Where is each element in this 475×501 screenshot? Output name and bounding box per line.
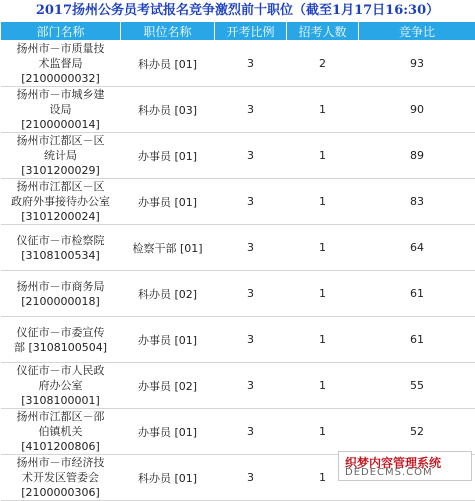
competition-table: [0, 21, 475, 501]
count-cell: 1: [287, 317, 359, 363]
table-row: [1, 133, 475, 179]
position-cell: 科办员 [01]: [121, 455, 215, 501]
dept-cell: 仪征市－市委宣传 部 [3108100504]: [1, 317, 121, 363]
competition-cell: 90: [359, 87, 475, 133]
watermark-domain: DEDECMS.COM: [345, 467, 433, 478]
table-header-row: [1, 22, 475, 41]
count-cell: 1: [287, 271, 359, 317]
ratio-cell: 3: [215, 455, 287, 501]
table-row: [1, 87, 475, 133]
table-row: [1, 409, 475, 455]
watermark-badge: [338, 451, 472, 481]
count-cell: 1: [287, 225, 359, 271]
dept-cell: 扬州市－市质量技 术监督局 [2100000032]: [1, 41, 121, 87]
competition-cell: 52: [359, 409, 475, 455]
dept-cell: 扬州市江都区－邵 伯镇机关 [4101200806]: [1, 409, 121, 455]
ratio-cell: 3: [215, 271, 287, 317]
dept-cell: 仪征市－市检察院 [3108100534]: [1, 225, 121, 271]
count-cell: 1: [287, 409, 359, 455]
position-cell: 办事员 [01]: [121, 133, 215, 179]
ratio-cell: 3: [215, 87, 287, 133]
column-header-position: 职位名称: [121, 22, 215, 41]
count-cell: 1: [287, 133, 359, 179]
page-title: 2017扬州公务员考试报名竞争激烈前十职位（截至1月17日16:30）: [0, 0, 475, 21]
dept-cell: 扬州市－市经济技 术开发区管委会 [2100000306]: [1, 455, 121, 501]
count-cell: 1: [287, 455, 359, 501]
count-cell: 1: [287, 363, 359, 409]
position-cell: 办事员 [02]: [121, 363, 215, 409]
ratio-cell: 3: [215, 363, 287, 409]
competition-cell: 55: [359, 363, 475, 409]
table-row: [1, 317, 475, 363]
competition-cell: 61: [359, 317, 475, 363]
position-cell: 科办员 [02]: [121, 271, 215, 317]
competition-cell: 83: [359, 179, 475, 225]
competition-cell: 64: [359, 225, 475, 271]
column-header-dept: 部门名称: [1, 22, 121, 41]
table-row: [1, 41, 475, 87]
position-cell: 检察干部 [01]: [121, 225, 215, 271]
ratio-cell: 3: [215, 41, 287, 87]
count-cell: 1: [287, 179, 359, 225]
dept-cell: 扬州市江都区－区 政府外事接待办公室 [3101200024]: [1, 179, 121, 225]
dept-cell: 扬州市江都区－区 统计局 [3101200029]: [1, 133, 121, 179]
position-cell: 科办员 [03]: [121, 87, 215, 133]
column-header-count: 招考人数: [287, 22, 359, 41]
table-row: [1, 363, 475, 409]
competition-cell: 89: [359, 133, 475, 179]
watermark-title: 织梦内容管理系统: [345, 454, 441, 471]
ratio-cell: 3: [215, 133, 287, 179]
table-row: [1, 225, 475, 271]
ratio-cell: 3: [215, 179, 287, 225]
dept-cell: 扬州市－市商务局 [2100000018]: [1, 271, 121, 317]
position-cell: 科办员 [01]: [121, 41, 215, 87]
competition-cell: 61: [359, 271, 475, 317]
dept-cell: 仪征市－市人民政 府办公室 [3108100001]: [1, 363, 121, 409]
dept-cell: 扬州市－市城乡建 设局 [2100000014]: [1, 87, 121, 133]
ratio-cell: 3: [215, 317, 287, 363]
count-cell: 1: [287, 87, 359, 133]
position-cell: 办事员 [01]: [121, 317, 215, 363]
column-header-competition: 竞争比: [359, 22, 475, 41]
column-header-ratio: 开考比例: [215, 22, 287, 41]
count-cell: 2: [287, 41, 359, 87]
competition-cell: 93: [359, 41, 475, 87]
position-cell: 办事员 [01]: [121, 179, 215, 225]
ratio-cell: 3: [215, 409, 287, 455]
table-row: [1, 179, 475, 225]
table-row: [1, 271, 475, 317]
ratio-cell: 3: [215, 225, 287, 271]
position-cell: 办事员 [01]: [121, 409, 215, 455]
